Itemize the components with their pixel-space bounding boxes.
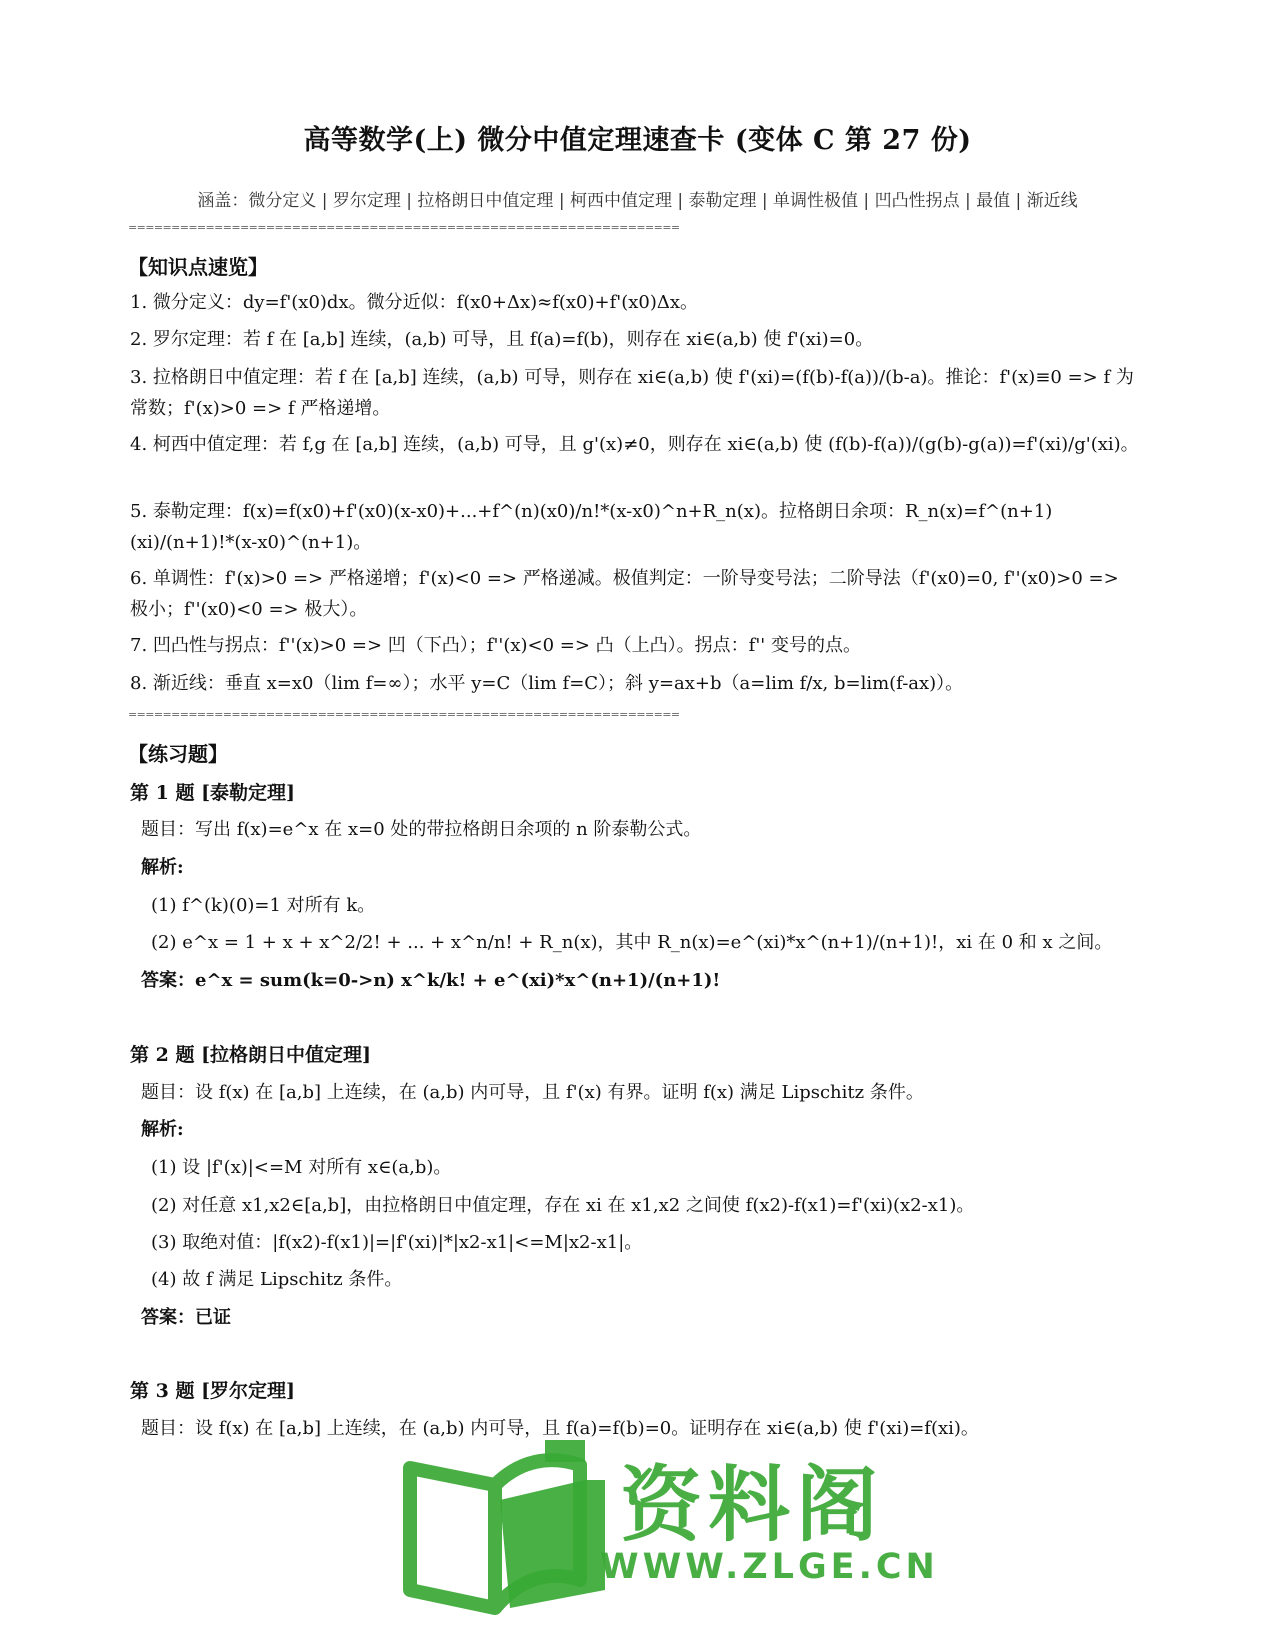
analysis-label: 解析:: [141, 857, 184, 878]
page-title: 高等数学(上) 微分中值定理速查卡 (变体 C 第 27 份): [303, 125, 972, 156]
page-subtitle: 涵盖：微分定义 | 罗尔定理 | 拉格朗日中值定理 | 柯西中值定理 | 泰勒定理 | 单调性极值 | 凹凸性拐点 | 最值 | 渐近线: [197, 191, 1078, 211]
knowledge-item: 3. 拉格朗日中值定理：若 f 在 [a,b] 连续，(a,b) 可导，则存在 xi∈(a,b) 使 f'(xi)=(f(b)-f(a))/(b-a)。推论：f'(x)≡0 => f 为常数；f'(x)>0 => f 严格递增。: [130, 367, 1134, 419]
solution-step: (3) 取绝对值：|f(x2)-f(x1)|=|f'(xi)|*|x2-x1|<=M|x2-x1|。: [151, 1232, 643, 1253]
solution-step: (1) f^(k)(0)=1 对所有 k。: [151, 895, 376, 916]
question-problem: 题目：设 f(x) 在 [a,b] 上连续，在 (a,b) 内可导，且 f'(x) 有界。证明 f(x) 满足 Lipschitz 条件。: [141, 1082, 924, 1103]
knowledge-item: 8. 渐近线：垂直 x=x0（lim f=∞）；水平 y=C（lim f=C）；斜 y=ax+b（a=lim f/x, b=lim(f-ax)）。: [130, 673, 964, 694]
solution-step: (2) e^x = 1 + x + x^2/2! + ... + x^n/n! + R_n(x)，其中 R_n(x)=e^(xi)*x^(n+1)/(n+1)!，xi 在 0 和 x 之间。: [151, 932, 1113, 953]
solution-step: (4) 故 f 满足 Lipschitz 条件。: [151, 1269, 403, 1290]
knowledge-item: 6. 单调性：f'(x)>0 => 严格递增；f'(x)<0 => 严格递减。极值判定：一阶导变号法；二阶导法（f'(x0)=0, f''(x0)>0 => 极小；f''(x0)<0 => 极大）。: [130, 568, 1119, 620]
knowledge-item: 7. 凹凸性与拐点：f''(x)>0 => 凹（下凸）；f''(x)<0 => 凸（上凸）。拐点：f'' 变号的点。: [130, 635, 861, 656]
solution-step: (1) 设 |f'(x)|<=M 对所有 x∈(a,b)。: [151, 1157, 452, 1178]
watermark-url: WWW.ZLGE.CN: [600, 1547, 939, 1587]
watermark-text: 资料阁: [620, 1458, 885, 1553]
divider-rule: ================================================================: [128, 221, 680, 234]
divider-rule: ================================================================: [128, 708, 680, 721]
section-heading-knowledge: 【知识点速览】: [128, 255, 268, 279]
knowledge-item: 1. 微分定义：dy=f'(x0)dx。微分近似：f(x0+Δx)≈f(x0)+f'(x0)Δx。: [130, 292, 699, 313]
question-title: 第 1 题 [泰勒定理]: [130, 782, 296, 804]
question-title: 第 3 题 [罗尔定理]: [130, 1380, 296, 1402]
question-problem: 题目：写出 f(x)=e^x 在 x=0 处的带拉格朗日余项的 n 阶泰勒公式。: [141, 819, 702, 840]
answer-line: 答案：e^x = sum(k=0->n) x^k/k! + e^(xi)*x^(n+1)/(n+1)!: [141, 970, 721, 991]
knowledge-item: 5. 泰勒定理：f(x)=f(x0)+f'(x0)(x-x0)+...+f^(n)(x0)/n!*(x-x0)^n+R_n(x)。拉格朗日余项：R_n(x)=f^(n+1)(xi)/(n+1)!*(x-x0)^(n+1)。: [130, 501, 1053, 553]
question-problem: 题目：设 f(x) 在 [a,b] 上连续，在 (a,b) 内可导，且 f(a)=f(b)=0。证明存在 xi∈(a,b) 使 f'(xi)=f(xi)。: [141, 1418, 979, 1439]
analysis-label: 解析:: [141, 1119, 184, 1140]
knowledge-item: 2. 罗尔定理：若 f 在 [a,b] 连续，(a,b) 可导，且 f(a)=f(b)，则存在 xi∈(a,b) 使 f'(xi)=0。: [130, 329, 874, 350]
section-heading-exercises: 【练习题】: [128, 742, 228, 766]
knowledge-item: 4. 柯西中值定理：若 f,g 在 [a,b] 连续，(a,b) 可导，且 g'(x)≠0，则存在 xi∈(a,b) 使 (f(b)-f(a))/(g(b)-g(a))=f'(xi)/g'(xi)。: [130, 434, 1139, 455]
answer-line: 答案：已证: [141, 1307, 231, 1328]
question-title: 第 2 题 [拉格朗日中值定理]: [130, 1044, 372, 1066]
solution-step: (2) 对任意 x1,x2∈[a,b]，由拉格朗日中值定理，存在 xi 在 x1,x2 之间使 f(x2)-f(x1)=f'(xi)(x2-x1)。: [151, 1195, 975, 1216]
